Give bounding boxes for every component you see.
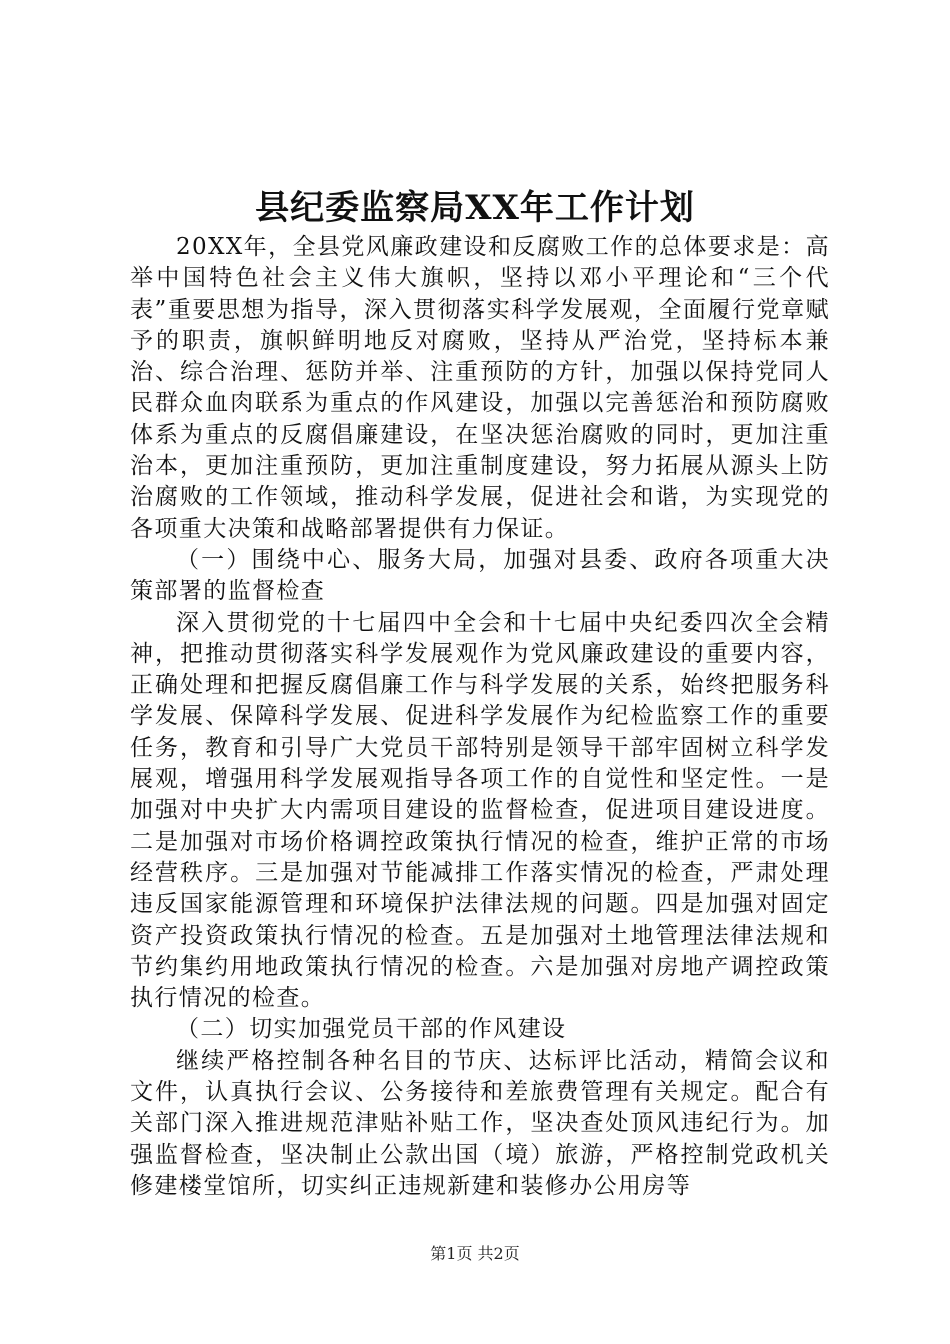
section-heading-1: （一）围绕中心、服务大局，加强对县委、政府各项重大决策部署的监督检查	[130, 546, 830, 605]
paragraph-section-1: 深入贯彻党的十七届四中全会和十七届中央纪委四次全会精神，把推动贯彻落实科学发展观作为党风廉政建设的重要内容，正确处理和把握反腐倡廉工作与科学发展的关系，始终把服务科学发展、保障科学发展、促进科学发展作为纪检监察工作的重要任务，教育和引导广大党员干部特别是领导干部牢固树立科学发展观，增强用科学发展观指导各项工作的自觉性和坚定性。一是加强对中央扩大内需项目建设的监督检查，促进项目建设进度。二是加强对市场价格调控政策执行情况的检查，维护正常的市场经营秩序。三是加强对节能减排工作落实情况的检查，严肃处理违反国家能源管理和环境保护法律法规的问题。四是加强对固定资产投资政策执行情况的检查。五是加强对土地管理法律法规和节约集约用地政策执行情况的检查。六是加强对房地产调控政策执行情况的检查。	[130, 609, 830, 1012]
document-title: 县纪委监察局XX年工作计划	[255, 188, 695, 228]
paragraph-section-2: 继续严格控制各种名目的节庆、达标评比活动，精简会议和文件，认真执行会议、公务接待和差旅费管理有关规定。配合有关部门深入推进规范津贴补贴工作，坚决查处顶风违纪行为。加强监督检查，坚决制止公款出国（境）旅游，严格控制党政机关修建楼堂馆所，切实纠正违规新建和装修办公用房等	[130, 1047, 830, 1199]
paragraph-general-requirements: 20XX年，全县党风廉政建设和反腐败工作的总体要求是：高举中国特色社会主义伟大旗帜，坚持以邓小平理论和“三个代表”重要思想为指导，深入贯彻落实科学发展观，全面履行党章赋予的职责，旗帜鲜明地反对腐败，坚持从严治党，坚持标本兼治、综合治理、惩防并举、注重预防的方针，加强以保持党同人民群众血肉联系为重点的作风建设，加强以完善惩治和预防腐败体系为重点的反腐倡廉建设，在坚决惩治腐败的同时，更加注重治本，更加注重预防，更加注重制度建设，努力拓展从源头上防治腐败的工作领域，推动科学发展，促进社会和谐，为实现党的各项重大决策和战略部署提供有力保证。	[130, 234, 830, 542]
page-number-footer: 第1页 共2页	[430, 1244, 520, 1263]
document-body	[130, 232, 830, 1202]
section-heading-2: （二）切实加强党员干部的作风建设	[176, 1016, 567, 1043]
